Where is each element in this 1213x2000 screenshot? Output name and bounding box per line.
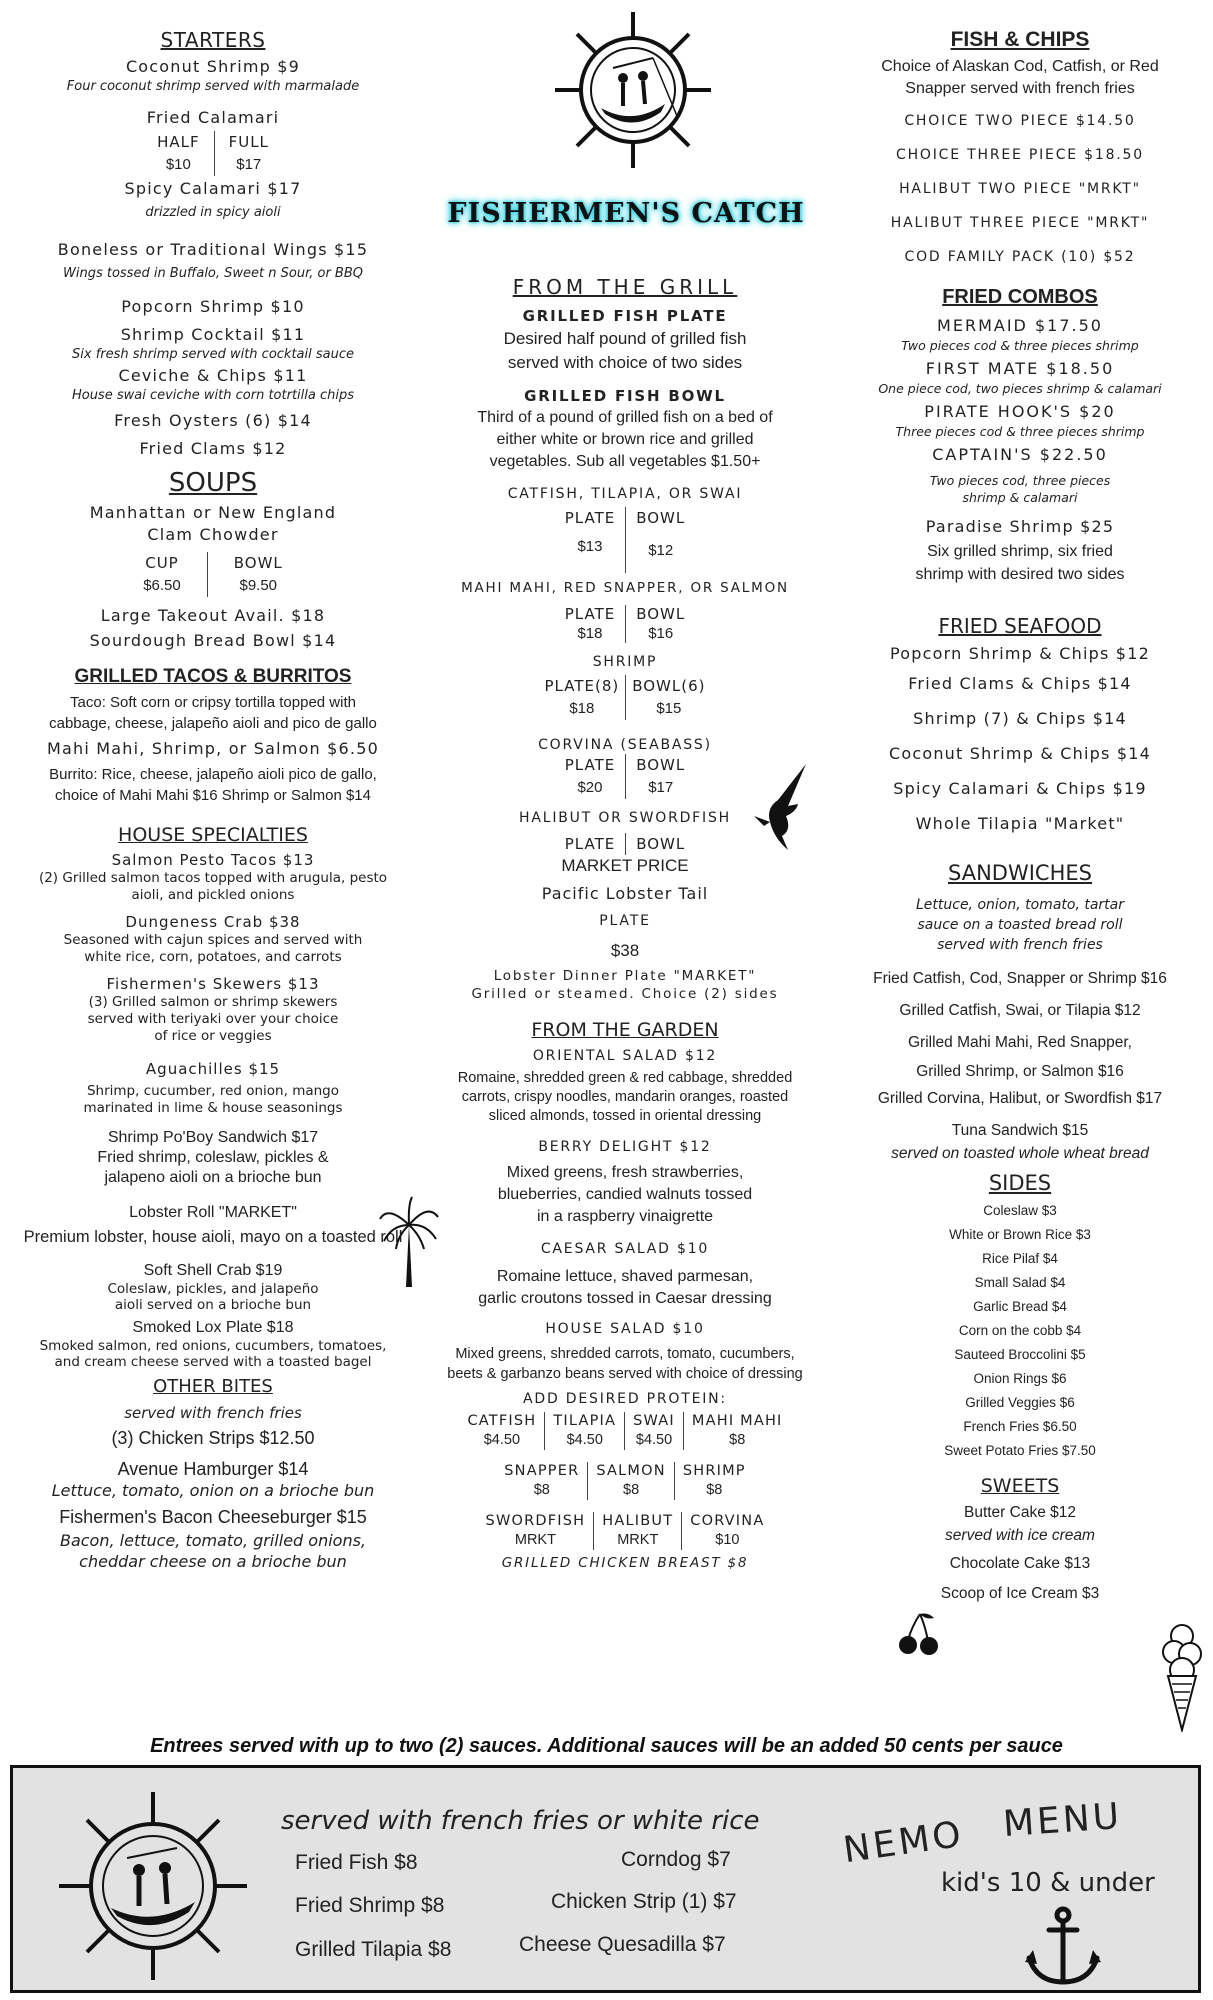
price: $17 bbox=[648, 779, 674, 796]
item-description: cabbage, cheese, jalapeño aioli and pico de gallo bbox=[49, 715, 377, 732]
menu-item: CAESAR SALAD $10 bbox=[540, 1241, 710, 1257]
menu-item: Lobster Roll "MARKET" bbox=[129, 1204, 297, 1221]
sauce-notice: Entrees served with up to two (2) sauces. Additional sauces will be an added 50 cents per sauce bbox=[150, 1735, 1063, 1757]
house-specialties-heading: HOUSE SPECIALTIES bbox=[118, 824, 308, 846]
menu-item: Shrimp Po'Boy Sandwich $17 bbox=[107, 1129, 319, 1146]
tacos-heading: GRILLED TACOS & BURRITOS bbox=[74, 666, 352, 687]
price: $17 bbox=[236, 156, 262, 173]
menu-item: CHOICE THREE PIECE $18.50 bbox=[896, 147, 1144, 163]
size-label: HALF bbox=[157, 133, 200, 151]
corvina-prices: PLATE $20 BOWL $17 bbox=[425, 754, 825, 799]
menu-item: Large Takeout Avail. $18 bbox=[100, 606, 326, 625]
palm-tree-icon bbox=[378, 1195, 440, 1290]
menu-item: HOUSE SALAD $10 bbox=[545, 1321, 705, 1337]
item-description: drizzled in spicy aioli bbox=[145, 205, 281, 220]
menu-item: Clam Chowder bbox=[147, 525, 279, 544]
menu-item: Chocolate Cake $13 bbox=[949, 1555, 1091, 1572]
list-item: Sauteed Broccolini $5 bbox=[954, 1347, 1086, 1362]
menu-item: Ceviche & Chips $11 bbox=[118, 366, 308, 385]
menu-item: Soft Shell Crab $19 bbox=[143, 1262, 283, 1279]
price: $10 bbox=[165, 156, 191, 173]
price: $38 bbox=[610, 941, 640, 960]
menu-item: CATFISH, TILAPIA, OR SWAI bbox=[507, 486, 743, 502]
fried-seafood-heading: FRIED SEAFOOD bbox=[938, 614, 1102, 638]
menu-item: Sourdough Bread Bowl $14 bbox=[89, 631, 337, 650]
menu-item: Fried Fish $8 bbox=[295, 1851, 418, 1874]
right-column bbox=[845, 28, 1195, 1607]
list-item: Garlic Bread $4 bbox=[973, 1299, 1067, 1314]
item-description: Romaine, shredded green & red cabbage, shredded carrots, crispy noodles, mandarin oranges, roasted sliced almonds, tossed in oriental dressing bbox=[457, 1070, 793, 1124]
menu-item: (3) Chicken Strips $12.50 bbox=[111, 1428, 315, 1448]
item-description: Wings tossed in Buffalo, Sweet n Sour, or BBQ bbox=[62, 266, 363, 281]
menu-item: Aguachilles $15 bbox=[145, 1060, 281, 1078]
menu-item: Smoked Lox Plate $18 bbox=[132, 1319, 294, 1336]
menu-item: CHOICE TWO PIECE $14.50 bbox=[904, 113, 1136, 129]
list-item: Grilled Shrimp, or Salmon $16 bbox=[916, 1063, 1124, 1080]
item-description: Mixed greens, fresh strawberries, blueberries, candied walnuts tossed in a raspberry vinaigrette bbox=[497, 1164, 753, 1225]
ship-wheel-logo-icon bbox=[53, 1786, 253, 1986]
menu-item: Paradise Shrimp $25 bbox=[925, 517, 1115, 536]
sides-list bbox=[845, 1199, 1195, 1463]
kids-age-note: kid's 10 & under bbox=[941, 1868, 1155, 1898]
price: $12 bbox=[648, 542, 674, 559]
fried-seafood-list bbox=[845, 642, 1195, 841]
other-bites-heading: OTHER BITES bbox=[153, 1376, 273, 1397]
menu-item: Cheese Quesadilla $7 bbox=[519, 1933, 726, 1956]
sandwich-list bbox=[845, 963, 1195, 1113]
item-description: choice of Mahi Mahi $16 Shrimp or Salmon $14 bbox=[55, 787, 371, 804]
list-item: Onion Rings $6 bbox=[973, 1371, 1067, 1386]
menu-item: COD FAMILY PACK (10) $52 bbox=[904, 249, 1136, 265]
item-description: Choice of Alaskan Cod, Catfish, or Red Snapper served with french fries bbox=[881, 58, 1159, 97]
anchor-icon bbox=[1023, 1906, 1103, 1988]
item-description: (2) Grilled salmon tacos topped with arugula, pesto aioli, and pickled onions bbox=[38, 870, 388, 903]
size-label: CUP bbox=[145, 554, 179, 572]
menu-item: Grilled Tilapia $8 bbox=[295, 1938, 452, 1961]
price: $10 bbox=[715, 1532, 740, 1548]
menu-item: Pacific Lobster Tail bbox=[541, 884, 709, 903]
size-label: FULL bbox=[228, 133, 269, 151]
menu-item: BERRY DELIGHT $12 bbox=[538, 1139, 712, 1155]
item-description: Grilled or steamed. Choice (2) sides bbox=[471, 986, 779, 1002]
menu-item: Chicken Strip (1) $7 bbox=[551, 1890, 737, 1913]
item-description: served with ice cream bbox=[945, 1527, 1095, 1544]
menu-item: ORIENTAL SALAD $12 bbox=[532, 1048, 718, 1064]
list-item: Fried Catfish, Cod, Snapper or Shrimp $16 bbox=[873, 970, 1167, 987]
price: $6.50 bbox=[143, 577, 181, 594]
menu-item: GRILLED CHICKEN BREAST $8 bbox=[501, 1555, 749, 1571]
item-description: Burrito: Rice, cheese, jalapeño aioli pico de gallo, bbox=[49, 766, 377, 783]
menu-item: Fried Shrimp $8 bbox=[295, 1894, 445, 1917]
item-description: One piece cod, two pieces shrimp & calamari bbox=[878, 381, 1162, 396]
menu-item: Popcorn Shrimp $10 bbox=[121, 297, 305, 316]
menu-item: Corndog $7 bbox=[621, 1848, 731, 1871]
item-description: Smoked salmon, red onions, cucumbers, tomatoes, and cream cheese served with a toasted bagel bbox=[39, 1338, 387, 1370]
item-description: Desired half pound of grilled fish served with choice of two sides bbox=[503, 329, 747, 372]
price: MARKET PRICE bbox=[561, 856, 689, 875]
menu-item: HALIBUT TWO PIECE "MRKT" bbox=[899, 181, 1141, 197]
menu-item: Butter Cake $12 bbox=[963, 1504, 1076, 1521]
item-description: served on toasted whole wheat bread bbox=[891, 1145, 1149, 1162]
sweets-heading: SWEETS bbox=[980, 1475, 1060, 1497]
menu-item: SHRIMP bbox=[592, 654, 658, 670]
protein-row-1: CATFISH $4.50 TILAPIA $4.50 SWAI $4.50 MAHI MAHI $8 bbox=[425, 1412, 825, 1450]
item-description: Seasoned with cajun spices and served with white rice, corn, potatoes, and carrots bbox=[63, 932, 363, 965]
price: $18 bbox=[569, 700, 595, 717]
menu-item: Mahi Mahi, Shrimp, or Salmon $6.50 bbox=[47, 739, 379, 758]
menu-item: FIRST MATE $18.50 bbox=[925, 359, 1115, 378]
sandwiches-heading: SANDWICHES bbox=[948, 861, 1092, 885]
menu-item: Lobster Dinner Plate "MARKET" bbox=[493, 968, 757, 984]
menu-item: PIRATE HOOK'S $20 bbox=[924, 402, 1116, 421]
item-description: Mixed greens, shredded carrots, tomato, cucumbers, beets & garbanzo beans served with choice of dressing bbox=[447, 1346, 803, 1382]
price: $4.50 bbox=[566, 1432, 603, 1448]
item-description: Fried shrimp, coleslaw, pickles & jalapeno aioli on a brioche bun bbox=[97, 1149, 329, 1186]
price: $8 bbox=[533, 1482, 550, 1498]
price: $15 bbox=[656, 700, 682, 717]
list-item: Sweet Potato Fries $7.50 bbox=[944, 1443, 1096, 1458]
menu-item: Coconut Shrimp $9 bbox=[125, 57, 301, 76]
item-description: Six grilled shrimp, six fried shrimp with desired two sides bbox=[915, 543, 1125, 583]
from-the-garden-heading: FROM THE GARDEN bbox=[531, 1019, 719, 1041]
item-description: Two pieces cod, three pieces shrimp & calamari bbox=[929, 473, 1111, 505]
item-description: Taco: Soft corn or cripsy tortilla topped with bbox=[70, 694, 356, 711]
list-item: Spicy Calamari & Chips $19 bbox=[893, 779, 1147, 798]
list-item: Whole Tilapia "Market" bbox=[915, 814, 1125, 833]
starters-heading: STARTERS bbox=[160, 28, 266, 52]
list-item: Grilled Veggies $6 bbox=[965, 1395, 1075, 1410]
nemo-menu-title bbox=[840, 1795, 1183, 1872]
nemo-word: NEMO bbox=[840, 1813, 967, 1872]
item-description: Bacon, lettuce, tomato, grilled onions, cheddar cheese on a brioche bun bbox=[59, 1531, 367, 1571]
menu-item: CAPTAIN'S $22.50 bbox=[932, 445, 1108, 464]
list-item: Coconut Shrimp & Chips $14 bbox=[889, 744, 1151, 763]
from-the-grill-heading: FROM THE GRILL bbox=[512, 275, 738, 299]
price: $18 bbox=[577, 625, 603, 642]
list-item: Rice Pilaf $4 bbox=[982, 1251, 1058, 1266]
menu-item: Fishermen's Bacon Cheeseburger $15 bbox=[59, 1507, 367, 1527]
kids-menu-box bbox=[10, 1765, 1201, 1993]
list-item: Popcorn Shrimp & Chips $12 bbox=[890, 644, 1150, 663]
kids-serve-note: served with french fries or white rice bbox=[281, 1806, 760, 1836]
ship-wheel-logo-icon bbox=[553, 8, 713, 173]
menu-item: Boneless or Traditional Wings $15 bbox=[57, 240, 369, 259]
list-item: White or Brown Rice $3 bbox=[949, 1227, 1091, 1242]
price: MRKT bbox=[514, 1532, 556, 1548]
price: $8 bbox=[706, 1482, 723, 1498]
list-item: Shrimp (7) & Chips $14 bbox=[913, 709, 1127, 728]
menu-item: Shrimp Cocktail $11 bbox=[120, 325, 306, 344]
list-item: Coleslaw $3 bbox=[983, 1203, 1057, 1218]
menu-item: Fresh Oysters (6) $14 bbox=[114, 411, 312, 430]
item-description: Romaine lettuce, shaved parmesan, garlic croutons tossed in Caesar dressing bbox=[478, 1268, 772, 1307]
marlin-icon bbox=[748, 760, 810, 855]
item-description: House swai ceviche with corn totrtilla chips bbox=[71, 388, 355, 403]
item-description: Premium lobster, house aioli, mayo on a toasted roll bbox=[23, 1228, 403, 1246]
menu-item: Fishermen's Skewers $13 bbox=[106, 975, 320, 993]
fried-combos-heading: FRIED COMBOS bbox=[942, 286, 1098, 308]
menu-item: Salmon Pesto Tacos $13 bbox=[111, 851, 315, 869]
list-item: French Fries $6.50 bbox=[963, 1419, 1077, 1434]
item-description: (3) Grilled salmon or shrimp skewers served with teriyaki over your choice of rice or veggies bbox=[87, 994, 339, 1044]
menu-item: MERMAID $17.50 bbox=[937, 316, 1103, 335]
menu-item: MAHI MAHI, RED SNAPPER, OR SALMON bbox=[461, 580, 789, 596]
soups-heading: SOUPS bbox=[168, 468, 258, 498]
list-item: Small Salad $4 bbox=[974, 1275, 1066, 1290]
fish-chips-heading: FISH & CHIPS bbox=[950, 28, 1090, 51]
size-label: PLATE bbox=[599, 913, 651, 929]
item-description: Coleslaw, pickles, and jalapeño aioli served on a brioche bun bbox=[107, 1281, 319, 1313]
item-description: Third of a pound of grilled fish on a bed of either white or brown rice and grilled vegetables. Sub all vegetables $1.50+ bbox=[477, 409, 773, 470]
sides-heading: SIDES bbox=[988, 1171, 1052, 1195]
price: $8 bbox=[729, 1432, 746, 1448]
chowder-size-prices bbox=[18, 552, 408, 597]
menu-item: HALIBUT OR SWORDFISH bbox=[519, 810, 731, 826]
list-item: Grilled Mahi Mahi, Red Snapper, bbox=[907, 1034, 1132, 1051]
mahi-prices: PLATE $18 BOWL $16 bbox=[425, 605, 825, 643]
list-item: Corn on the cobb $4 bbox=[958, 1323, 1082, 1338]
menu-item: Fried Clams $12 bbox=[139, 439, 287, 458]
price: $4.50 bbox=[483, 1432, 521, 1448]
shrimp-prices: PLATE(8) $18 BOWL(6) $15 bbox=[425, 675, 825, 720]
menu-item: Spicy Calamari $17 bbox=[124, 179, 302, 198]
middle-column bbox=[425, 275, 825, 1574]
menu-item: Tuna Sandwich $15 bbox=[951, 1122, 1089, 1139]
item-description: Four coconut shrimp served with marmalade bbox=[66, 79, 360, 94]
halibut-labels: PLATE BOWL bbox=[425, 833, 825, 855]
menu-item: Fried Calamari bbox=[146, 108, 280, 127]
item-description: Lettuce, tomato, onion on a brioche bun bbox=[51, 1481, 375, 1500]
menu-item: Manhattan or New England bbox=[89, 503, 337, 522]
price: $8 bbox=[623, 1482, 640, 1498]
list-item: Fried Clams & Chips $14 bbox=[908, 674, 1132, 693]
price: $16 bbox=[648, 625, 674, 642]
protein-row-3: SWORDFISH MRKT HALIBUT MRKT CORVINA $10 bbox=[425, 1512, 825, 1550]
price: $13 bbox=[577, 538, 603, 555]
size-label: BOWL bbox=[233, 554, 283, 572]
menu-word: MENU bbox=[1001, 1795, 1124, 1846]
menu-item: Dungeness Crab $38 bbox=[125, 913, 301, 931]
catfish-prices: PLATE $13 BOWL $12 bbox=[425, 507, 825, 573]
price: $20 bbox=[577, 779, 603, 796]
calamari-size-prices bbox=[18, 131, 408, 176]
item-description: Lettuce, onion, tomato, tartar sauce on a toasted bread roll served with french fries bbox=[915, 897, 1125, 953]
price: MRKT bbox=[617, 1532, 659, 1548]
cherries-icon bbox=[898, 1612, 940, 1656]
menu-item: GRILLED FISH BOWL bbox=[524, 387, 726, 405]
item-description: Shrimp, cucumber, red onion, mango marinated in lime & house seasonings bbox=[83, 1083, 343, 1116]
list-item: Grilled Corvina, Halibut, or Swordfish $17 bbox=[877, 1090, 1163, 1107]
menu-item: ADD DESIRED PROTEIN: bbox=[523, 1391, 727, 1407]
left-column bbox=[18, 28, 408, 1572]
item-description: served with french fries bbox=[124, 1404, 302, 1422]
item-description: Three pieces cod & three pieces shrimp bbox=[895, 424, 1145, 439]
menu-item: GRILLED FISH PLATE bbox=[522, 307, 728, 325]
ice-cream-cone-icon bbox=[1162, 1620, 1202, 1732]
price: $4.50 bbox=[635, 1432, 673, 1448]
protein-row-2: SNAPPER $8 SALMON $8 SHRIMP $8 bbox=[425, 1462, 825, 1500]
item-description: Two pieces cod & three pieces shrimp bbox=[901, 338, 1139, 353]
menu-item: Avenue Hamburger $14 bbox=[117, 1459, 309, 1479]
list-item: Grilled Catfish, Swai, or Tilapia $12 bbox=[899, 1002, 1141, 1019]
item-description: Six fresh shrimp served with cocktail sauce bbox=[72, 347, 354, 362]
menu-item: CORVINA (SEABASS) bbox=[538, 737, 712, 753]
price: $9.50 bbox=[239, 577, 278, 594]
brand-name: FISHERMEN'S CATCH bbox=[447, 198, 805, 229]
menu-item: Scoop of Ice Cream $3 bbox=[940, 1585, 1100, 1602]
menu-item: HALIBUT THREE PIECE "MRKT" bbox=[890, 215, 1150, 231]
